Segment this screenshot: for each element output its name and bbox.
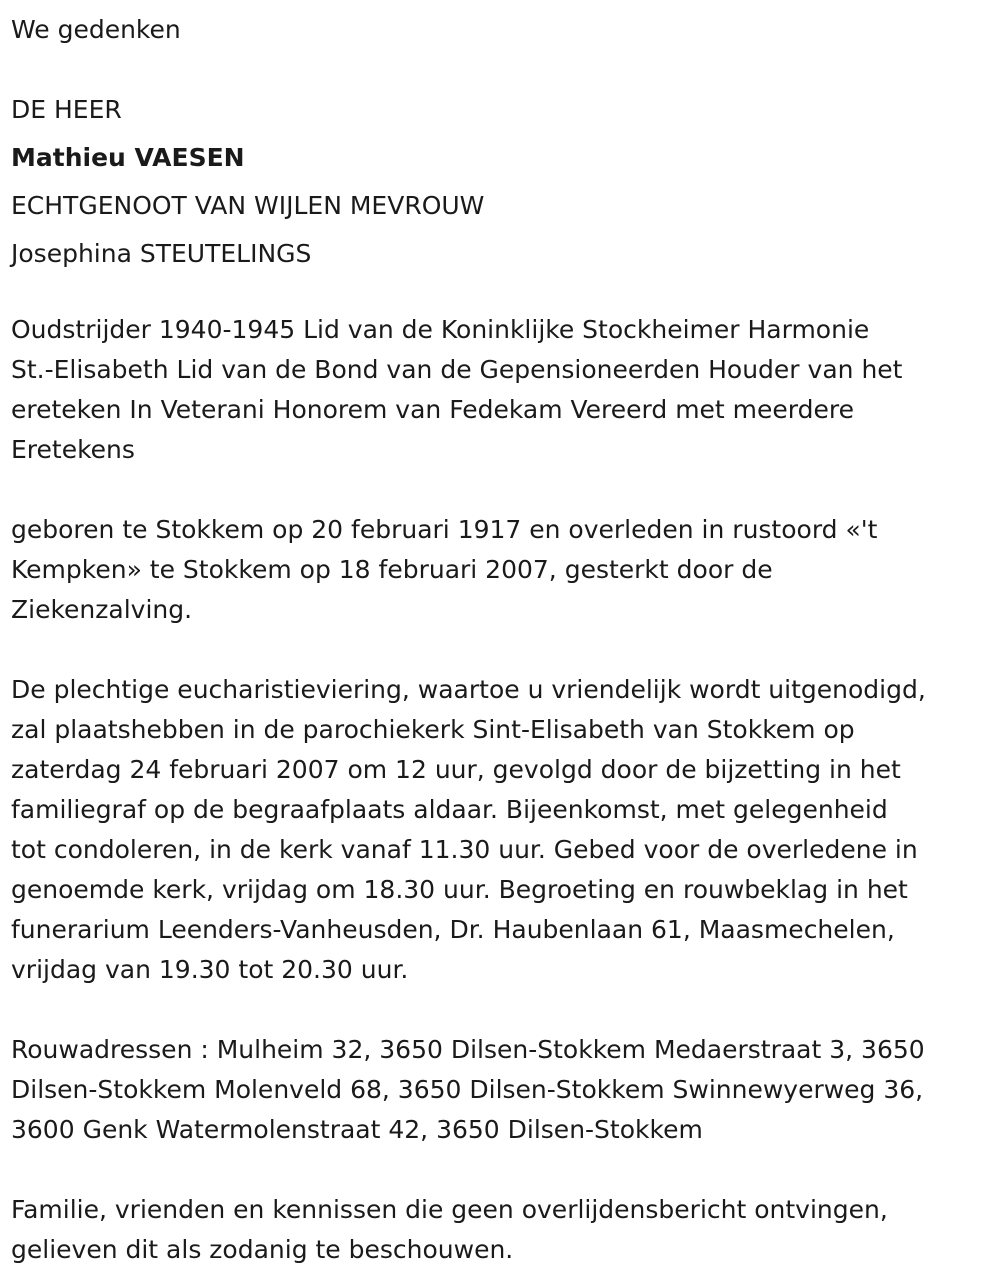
ceremony-line: tot condoleren, in de kerk vanaf 11.30 uur. Gebed voor de overledene in bbox=[11, 835, 918, 864]
honors-line: ereteken In Veterani Honorem van Fedekam Vereerd met meerdere bbox=[11, 395, 854, 424]
spacer bbox=[11, 1150, 990, 1190]
spacer bbox=[11, 990, 990, 1030]
life-line: Kempken» te Stokkem op 18 februari 2007, gesterkt door de bbox=[11, 555, 773, 584]
honors-line: Eretekens bbox=[11, 435, 135, 464]
ceremony-line: vrijdag van 19.30 tot 20.30 uur. bbox=[11, 955, 409, 984]
closing-line: gelieven dit als zodanig te beschouwen. bbox=[11, 1235, 514, 1264]
relation-line: ECHTGENOOT VAN WIJLEN MEVROUW bbox=[11, 191, 485, 220]
honors-line: Oudstrijder 1940-1945 Lid van de Koninklijke Stockheimer Harmonie bbox=[11, 315, 870, 344]
ceremony-line: zaterdag 24 februari 2007 om 12 uur, gevolgd door de bijzetting in het bbox=[11, 755, 901, 784]
address-line: Dilsen-Stokkem Molenveld 68, 3650 Dilsen-Stokkem Swinnewyerweg 36, bbox=[11, 1075, 924, 1104]
spacer bbox=[11, 470, 990, 510]
spacer bbox=[11, 278, 990, 310]
spacer bbox=[11, 54, 990, 86]
ceremony-paragraph bbox=[11, 670, 990, 990]
address-line: 3600 Genk Watermolenstraat 42, 3650 Dilsen-Stokkem bbox=[11, 1115, 703, 1144]
spacer bbox=[11, 630, 990, 670]
ceremony-line: genoemde kerk, vrijdag om 18.30 uur. Begroeting en rouwbeklag in het bbox=[11, 875, 908, 904]
honors-paragraph bbox=[11, 310, 990, 470]
address-line: Rouwadressen : Mulheim 32, 3650 Dilsen-Stokkem Medaerstraat 3, 3650 bbox=[11, 1035, 925, 1064]
spouse-name: Josephina STEUTELINGS bbox=[11, 239, 312, 268]
ceremony-line: De plechtige eucharistieviering, waartoe u vriendelijk wordt uitgenodigd, bbox=[11, 675, 926, 704]
deceased-name: Mathieu VAESEN bbox=[11, 143, 245, 172]
closing-line: Familie, vrienden en kennissen die geen overlijdensbericht ontvingen, bbox=[11, 1195, 888, 1224]
life-line: Ziekenzalving. bbox=[11, 595, 193, 624]
ceremony-line: funerarium Leenders-Vanheusden, Dr. Haubenlaan 61, Maasmechelen, bbox=[11, 915, 895, 944]
life-line: geboren te Stokkem op 20 februari 1917 en overleden in rustoord «'t bbox=[11, 515, 878, 544]
title-line: DE HEER bbox=[11, 95, 122, 124]
ceremony-line: familiegraf op de begraafplaats aldaar. Bijeenkomst, met gelegenheid bbox=[11, 795, 888, 824]
life-paragraph bbox=[11, 510, 990, 630]
ceremony-line: zal plaatshebben in de parochiekerk Sint-Elisabeth van Stokkem op bbox=[11, 715, 855, 744]
intro-text: We gedenken bbox=[11, 15, 181, 44]
addresses-paragraph bbox=[11, 1030, 990, 1150]
closing-paragraph bbox=[11, 1190, 990, 1270]
honors-line: St.-Elisabeth Lid van de Bond van de Gepensioneerden Houder van het bbox=[11, 355, 903, 384]
